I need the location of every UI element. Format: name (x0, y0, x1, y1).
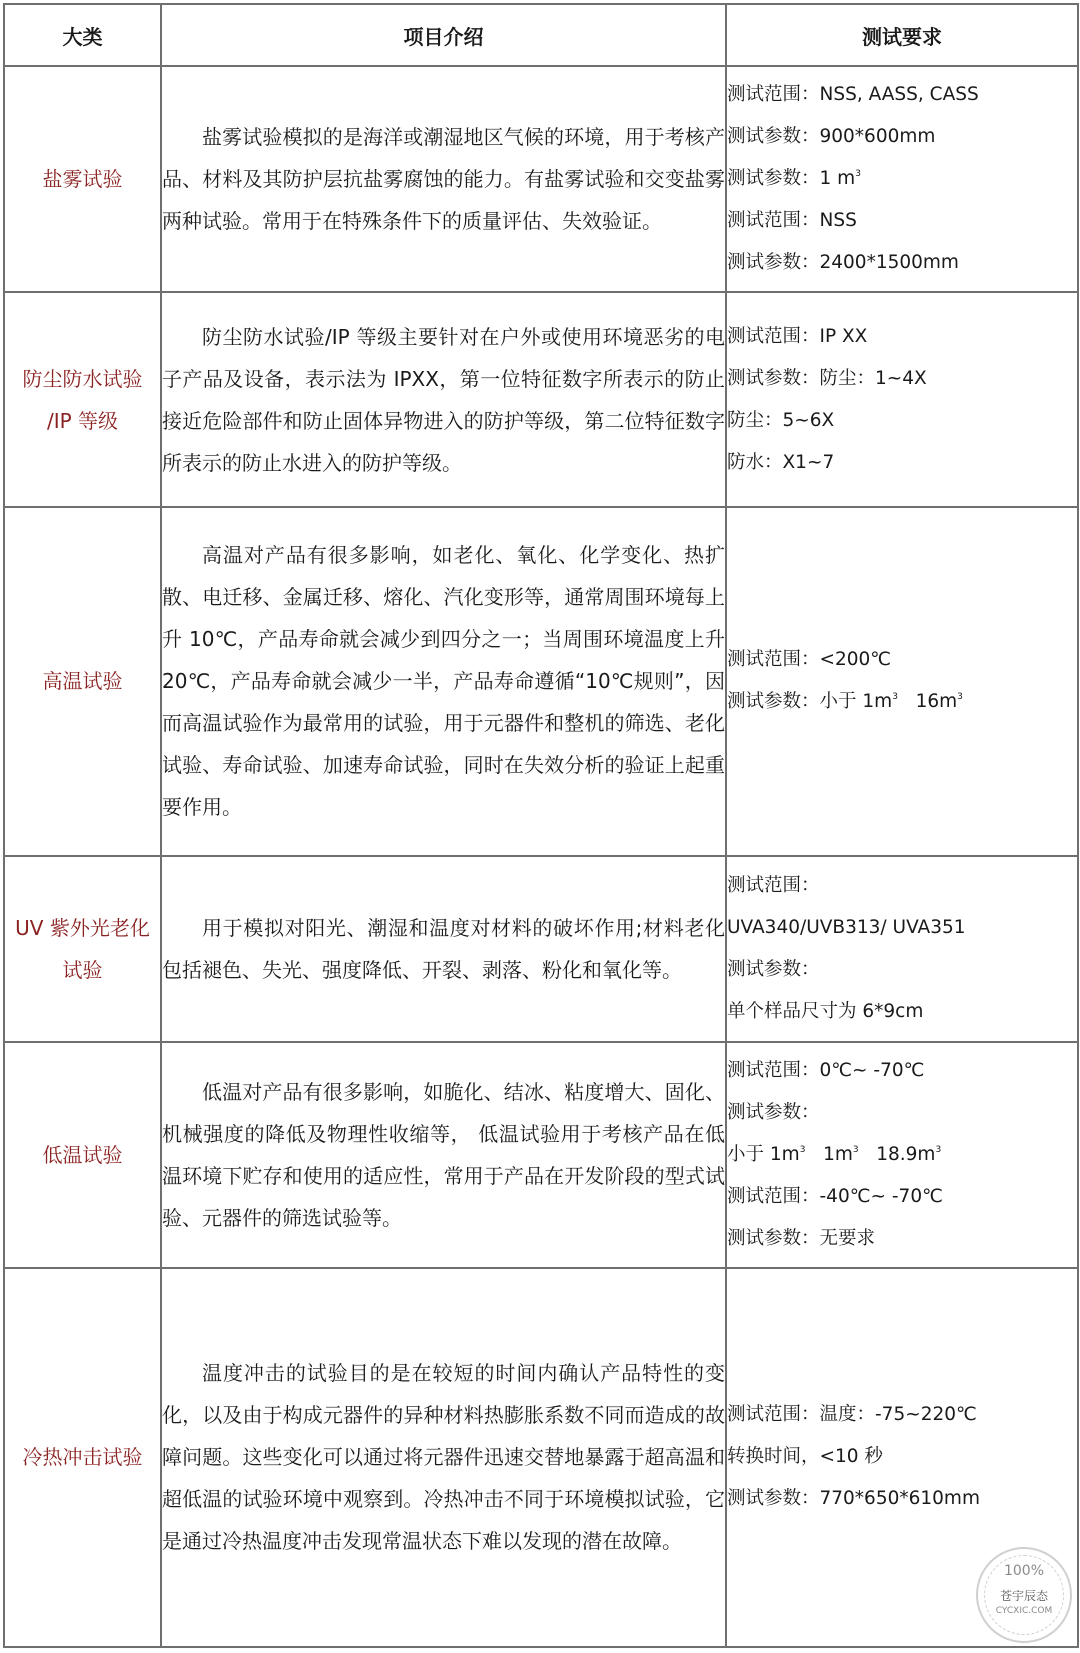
requirement-line (727, 1176, 1077, 1218)
stamp-domain: CYCXIC.COM (995, 1606, 1053, 1616)
requirement-line (727, 681, 1077, 723)
introduction-cell (161, 856, 726, 1042)
requirement-line (727, 400, 1077, 442)
introduction-text: 高温对产品有很多影响，如老化、氧化、化学变化、热扩散、电迁移、金属迁移、熔化、汽化变形等，通常周围环境每上升 10℃，产品寿命就会减少到四分之一；当周围环境温度上升 20℃，产品寿命就会减少一半，产品寿命遵循“10℃规则”，因而高温试验作为最常用的试验，用于元器件和整机的筛选、老化试验、寿命试验、加速寿命试验，同时在失效分析的验证上起重要作用。 (162, 543, 725, 820)
header-test-requirements: 测试要求 (726, 4, 1078, 66)
watermark-stamp (976, 1547, 1072, 1643)
requirement-line (727, 74, 1077, 116)
category-cell (4, 856, 161, 1042)
requirement-text: 转换时间，<10 秒 (727, 1446, 883, 1468)
category-label: UV 紫外光老化 (15, 915, 150, 940)
requirements-cell (726, 66, 1078, 292)
category-label: 高温试验 (42, 669, 123, 694)
table-row (4, 66, 1078, 292)
introduction-cell (161, 1042, 726, 1268)
category-cell (4, 1042, 161, 1268)
header-introduction: 项目介绍 (161, 4, 726, 66)
introduction-text: 用于模拟对阳光、潮湿和温度对材料的破坏作用;材料老化包括褪色、失光、强度降低、开裂、剥落、粉化和氧化等。 (162, 915, 725, 982)
requirement-line (727, 907, 1077, 949)
requirement-text: 16m (897, 691, 958, 713)
requirement-text: 18.9m (858, 1143, 936, 1165)
requirement-text: 测试参数：防尘：1~4X (727, 367, 927, 389)
requirement-text: 测试参数： (727, 958, 820, 980)
category-label: /IP 等级 (46, 408, 119, 433)
requirement-line (727, 316, 1077, 358)
category-label: 试验 (62, 957, 103, 982)
requirement-line (727, 358, 1077, 400)
requirement-line (727, 639, 1077, 681)
requirement-text: 测试参数：小于 1m (727, 691, 893, 713)
requirements-cell (726, 507, 1078, 856)
requirements-cell (726, 1042, 1078, 1268)
requirement-text: 单个样品尺寸为 6*9cm (727, 1000, 924, 1022)
requirement-text: 测试范围：-40℃~ -70℃ (727, 1185, 943, 1207)
introduction-text: 低温对产品有很多影响，如脆化、结冰、粘度增大、固化、机械强度的降低及物理性收缩等， 低温试验用于考核产品在低温环境下贮存和使用的适应性，常用于产品在开发阶段的型式试验、元器件的筛选试验等。 (162, 1079, 725, 1230)
introduction-cell (161, 507, 726, 856)
requirement-line (727, 1218, 1077, 1260)
requirement-text: 测试范围： (727, 874, 820, 896)
test-spec-table (3, 3, 1079, 1648)
header-category: 大类 (4, 4, 161, 66)
requirement-line (727, 200, 1077, 242)
requirements-cell (726, 856, 1078, 1042)
category-label: 低温试验 (42, 1142, 123, 1167)
requirement-text: 测试范围：温度：-75~220℃ (727, 1404, 977, 1426)
requirement-line (727, 1394, 1077, 1436)
superscript-exponent: 3 (957, 692, 963, 703)
requirement-text: 测试参数：无要求 (727, 1227, 876, 1249)
requirement-line (727, 442, 1077, 484)
requirement-text: 测试范围：NSS, AASS, CASS (727, 84, 979, 106)
superscript-exponent: 3 (852, 1144, 859, 1155)
category-cell (4, 1268, 161, 1647)
table-row (4, 292, 1078, 507)
superscript-exponent: 3 (855, 169, 861, 180)
introduction-cell (161, 66, 726, 292)
requirement-line (727, 949, 1077, 991)
requirement-text: 测试范围：IP XX (727, 325, 868, 347)
requirement-line (727, 116, 1077, 158)
introduction-text: 温度冲击的试验目的是在较短的时间内确认产品特性的变化，以及由于构成元器件的异种材料热膨胀系数不同而造成的故障问题。这些变化可以通过将元器件迅速交替地暴露于超高温和超低温的试验环境中观察到。冷热冲击不同于环境模拟试验，它是通过冷热温度冲击发现常温状态下难以发现的潜在故障。 (162, 1361, 725, 1554)
requirement-line (727, 1436, 1077, 1478)
introduction-text: 盐雾试验模拟的是海洋或潮湿地区气候的环境，用于考核产品、材料及其防护层抗盐雾腐蚀的能力。有盐雾试验和交变盐雾两种试验。常用于在特殊条件下的质量评估、失效验证。 (162, 125, 725, 234)
stamp-percent: 100% (1003, 1563, 1045, 1579)
requirement-text: 测试参数：900*600mm (727, 126, 936, 148)
requirement-line (727, 1050, 1077, 1092)
requirement-text: 1m (805, 1143, 853, 1165)
requirements-cell (726, 292, 1078, 507)
table-row (4, 856, 1078, 1042)
category-label: 防尘防水试验 (22, 366, 143, 391)
category-cell (4, 66, 161, 292)
requirement-text: 测试参数：770*650*610mm (727, 1488, 980, 1510)
superscript-exponent: 3 (799, 1144, 806, 1155)
introduction-cell (161, 1268, 726, 1647)
requirement-text: 防水：X1~7 (727, 451, 835, 473)
introduction-cell (161, 292, 726, 507)
requirement-text: UVA340/UVB313/ UVA351 (727, 916, 966, 938)
category-label: 盐雾试验 (42, 167, 123, 192)
category-cell (4, 507, 161, 856)
superscript-exponent: 3 (935, 1144, 942, 1155)
table-row (4, 1268, 1078, 1647)
stamp-name: 苍宇辰态 (999, 1589, 1048, 1603)
requirement-text: 测试范围：NSS (727, 210, 857, 232)
requirement-text: 测试范围：<200℃ (727, 649, 892, 671)
requirement-line (727, 1092, 1077, 1134)
superscript-exponent: 3 (892, 692, 898, 703)
requirement-text: 测试参数：1 m (727, 168, 856, 190)
requirement-line (727, 242, 1077, 284)
table-row (4, 507, 1078, 856)
requirement-line (727, 865, 1077, 907)
requirement-text: 测试参数： (727, 1101, 820, 1123)
requirement-text: 小于 1m (727, 1143, 800, 1165)
requirement-line (727, 1478, 1077, 1520)
requirement-line (727, 158, 1077, 200)
requirement-text: 测试范围：0℃~ -70℃ (727, 1059, 925, 1081)
table-body (4, 66, 1078, 1647)
requirement-text: 测试参数：2400*1500mm (727, 252, 959, 274)
table-row (4, 1042, 1078, 1268)
category-cell (4, 292, 161, 507)
requirement-line (727, 1134, 1077, 1176)
requirement-line (727, 991, 1077, 1033)
table-header-row (4, 4, 1078, 66)
requirement-text: 防尘：5~6X (727, 409, 835, 431)
introduction-text: 防尘防水试验/IP 等级主要针对在户外或使用环境恶劣的电子产品及设备，表示法为 IPXX，第一位特征数字所表示的防止接近危险部件和防止固体异物进入的防护等级，第二位特征数字所表示的防止水进入的防护等级。 (162, 324, 725, 475)
category-label: 冷热冲击试验 (22, 1445, 143, 1470)
